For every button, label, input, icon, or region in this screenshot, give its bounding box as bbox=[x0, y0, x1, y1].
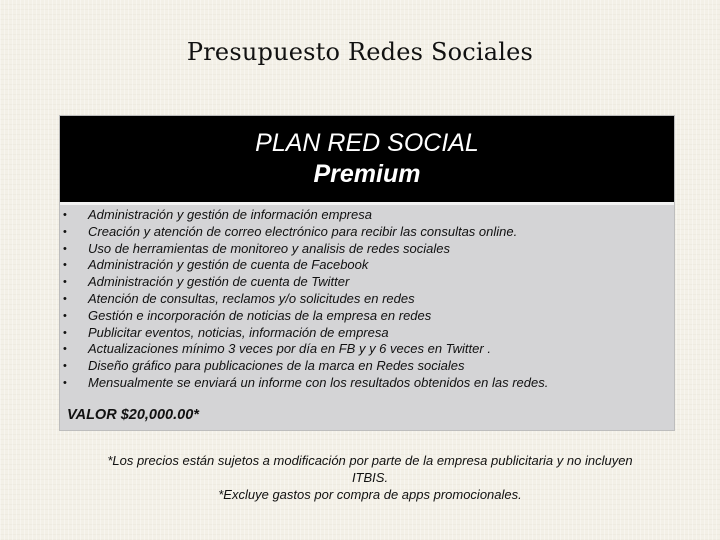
plan-title: PLAN RED SOCIAL bbox=[255, 129, 479, 157]
bullet-icon: • bbox=[63, 309, 67, 322]
feature-text: Diseño gráfico para publicaciones de la marca en Redes sociales bbox=[88, 358, 465, 374]
feature-text: Actualizaciones mínimo 3 veces por día en FB y y 6 veces en Twitter . bbox=[88, 341, 491, 357]
disclaimer-line: *Excluye gastos por compra de apps promocionales. bbox=[218, 487, 522, 502]
feature-text: Administración y gestión de cuenta de Facebook bbox=[88, 257, 369, 273]
feature-text: Administración y gestión de información empresa bbox=[88, 207, 372, 222]
bullet-icon: • bbox=[63, 343, 67, 356]
feature-item bbox=[60, 224, 674, 241]
bullet-icon: • bbox=[63, 242, 67, 255]
bullet-icon: • bbox=[63, 376, 67, 389]
header-divider bbox=[60, 202, 674, 205]
feature-item bbox=[60, 375, 674, 392]
feature-item bbox=[60, 207, 674, 224]
bullet-icon: • bbox=[63, 292, 67, 305]
disclaimer-line: ITBIS. bbox=[351, 470, 389, 485]
bullet-icon: • bbox=[63, 360, 67, 373]
feature-item bbox=[60, 308, 674, 325]
plan-price: VALOR $20,000.00* bbox=[67, 407, 199, 423]
feature-item bbox=[60, 274, 674, 291]
disclaimer-line: *Los precios están sujetos a modificación por parte de la empresa publicitaria y no incluyen bbox=[107, 453, 633, 468]
slide-title: Presupuesto Redes Sociales bbox=[186, 38, 534, 66]
feature-text: Creación y atención de correo electrónico para recibir las consultas online. bbox=[88, 223, 518, 239]
plan-card bbox=[59, 115, 675, 431]
feature-text: Mensualmente se enviará un informe con los resultados obtenidos en las redes. bbox=[88, 374, 549, 390]
feature-text: Administración y gestión de cuenta de Twitter bbox=[88, 274, 350, 290]
plan-header bbox=[60, 116, 674, 202]
bullet-icon: • bbox=[63, 326, 67, 339]
feature-text: Uso de herramientas de monitoreo y analisis de redes sociales bbox=[88, 240, 451, 256]
feature-item bbox=[60, 341, 674, 358]
bullet-icon: • bbox=[63, 209, 67, 221]
disclaimer bbox=[80, 452, 660, 503]
feature-text: Atención de consultas, reclamos y/o solicitudes en redes bbox=[88, 290, 415, 306]
plan-tier: Premium bbox=[313, 160, 421, 188]
feature-item bbox=[60, 257, 674, 274]
feature-item bbox=[60, 325, 674, 342]
feature-list bbox=[60, 207, 674, 392]
bullet-icon: • bbox=[63, 259, 67, 272]
feature-item bbox=[60, 291, 674, 308]
bullet-icon: • bbox=[63, 276, 67, 289]
feature-item bbox=[60, 358, 674, 375]
feature-text: Gestión e incorporación de noticias de la empresa en redes bbox=[88, 307, 432, 323]
bullet-icon: • bbox=[63, 225, 67, 238]
feature-text: Publicitar eventos, noticias, información de empresa bbox=[88, 324, 389, 340]
feature-item bbox=[60, 241, 674, 258]
